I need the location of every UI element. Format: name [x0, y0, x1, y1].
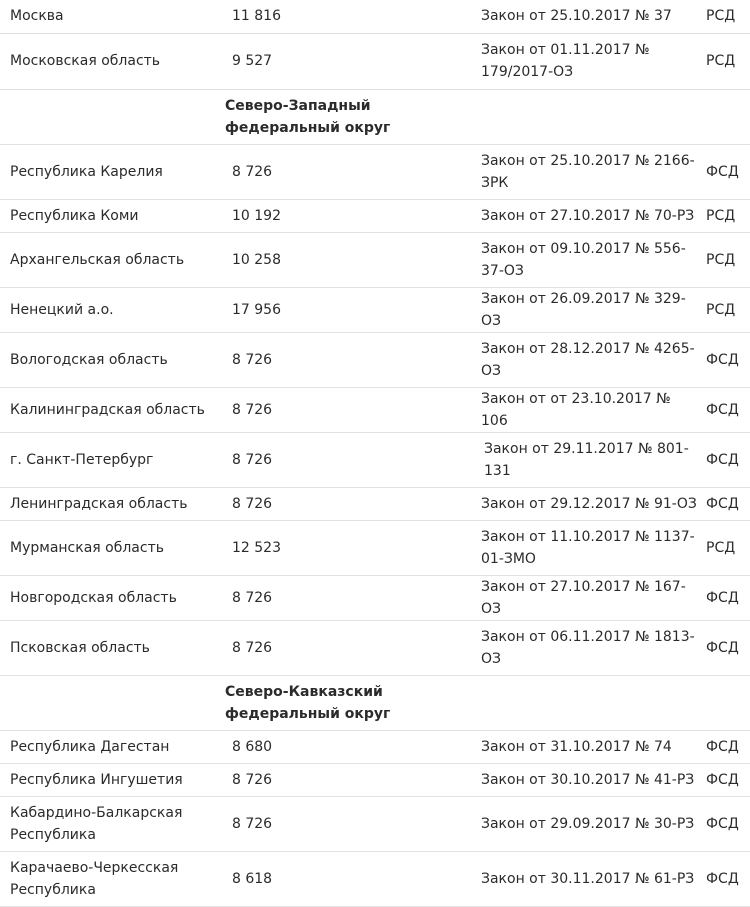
region-cell: Карачаево-Черкесская Республика — [0, 851, 222, 906]
type-cell: РСД — [701, 520, 750, 575]
region-cell: Мурманская область — [0, 520, 222, 575]
amount-cell: 8 618 — [222, 851, 478, 906]
region-cell: Республика Коми — [0, 199, 222, 232]
type-cell: РСД — [701, 0, 750, 33]
type-cell: ФСД — [701, 851, 750, 906]
type-cell: РСД — [701, 232, 750, 287]
district-header-row — [0, 89, 750, 144]
district-title: Северо-Западный федеральный округ — [222, 89, 478, 144]
law-cell: Закон от 25.10.2017 № 37 — [478, 0, 701, 33]
type-cell: ФСД — [701, 487, 750, 520]
law-cell: Закон от 29.09.2017 № 30-РЗ — [478, 796, 701, 851]
region-cell: Ленинградская область — [0, 487, 222, 520]
table-row — [0, 0, 750, 33]
district-title: Северо-Кавказский федеральный округ — [222, 675, 478, 730]
law-cell: Закон от 25.10.2017 № 2166-ЗРК — [478, 144, 701, 199]
amount-cell: 8 726 — [222, 487, 478, 520]
type-cell: РСД — [701, 33, 750, 89]
amount-cell: 8 680 — [222, 730, 478, 763]
table-row — [0, 520, 750, 575]
amount-cell: 8 726 — [222, 796, 478, 851]
law-cell: Закон от 06.11.2017 № 1813-ОЗ — [478, 620, 701, 675]
region-cell: Московская область — [0, 33, 222, 89]
table-row — [0, 287, 750, 332]
amount-cell: 8 726 — [222, 763, 478, 796]
amount-cell: 8 726 — [222, 432, 478, 487]
amount-cell: 8 726 — [222, 332, 478, 387]
law-cell: Закон от 28.12.2017 № 4265-ОЗ — [478, 332, 701, 387]
region-cell: Новгородская область — [0, 575, 222, 620]
amount-cell: 11 816 — [222, 0, 478, 33]
type-cell: ФСД — [701, 332, 750, 387]
type-cell: ФСД — [701, 432, 750, 487]
type-cell: ФСД — [701, 620, 750, 675]
amount-cell: 8 726 — [222, 620, 478, 675]
region-cell: Вологодская область — [0, 332, 222, 387]
region-cell: Республика Карелия — [0, 144, 222, 199]
table-row — [0, 144, 750, 199]
table-row — [0, 487, 750, 520]
law-cell: Закон от 29.12.2017 № 91-ОЗ — [478, 487, 701, 520]
type-cell: ФСД — [701, 144, 750, 199]
table-row — [0, 575, 750, 620]
type-cell: РСД — [701, 287, 750, 332]
amount-cell: 8 726 — [222, 144, 478, 199]
region-cell: Архангельская область — [0, 232, 222, 287]
law-cell: Закон от 30.11.2017 № 61-РЗ — [478, 851, 701, 906]
table-row — [0, 387, 750, 432]
amount-cell: 17 956 — [222, 287, 478, 332]
table-row — [0, 33, 750, 89]
type-cell: РСД — [701, 199, 750, 232]
table-row — [0, 730, 750, 763]
law-cell: Закон от 31.10.2017 № 74 — [478, 730, 701, 763]
law-cell: Закон от от 23.10.2017 № 106 — [478, 387, 701, 432]
table-row — [0, 796, 750, 851]
amount-cell: 10 192 — [222, 199, 478, 232]
region-cell: г. Санкт-Петербург — [0, 432, 222, 487]
type-cell: ФСД — [701, 575, 750, 620]
amount-cell: 8 726 — [222, 387, 478, 432]
amount-cell: 8 726 — [222, 575, 478, 620]
law-cell: Закон от 09.10.2017 № 556-37-ОЗ — [478, 232, 701, 287]
law-cell: Закон от 29.11.2017 № 801-131 — [478, 432, 701, 487]
district-header-row — [0, 675, 750, 730]
table-row — [0, 763, 750, 796]
table-row — [0, 199, 750, 232]
law-cell: Закон от 01.11.2017 № 179/2017-ОЗ — [478, 33, 701, 89]
table-row — [0, 332, 750, 387]
amount-cell: 10 258 — [222, 232, 478, 287]
type-cell: ФСД — [701, 387, 750, 432]
amount-cell: 9 527 — [222, 33, 478, 89]
table-row — [0, 851, 750, 906]
region-cell: Калининградская область — [0, 387, 222, 432]
amount-cell: 12 523 — [222, 520, 478, 575]
type-cell: ФСД — [701, 796, 750, 851]
law-cell: Закон от 27.10.2017 № 70-РЗ — [478, 199, 701, 232]
type-cell: ФСД — [701, 730, 750, 763]
region-cell: Кабардино-Балкарская Республика — [0, 796, 222, 851]
table-row — [0, 232, 750, 287]
law-cell: Закон от 26.09.2017 № 329-ОЗ — [478, 287, 701, 332]
law-cell: Закон от 11.10.2017 № 1137-01-ЗМО — [478, 520, 701, 575]
region-cell: Республика Ингушетия — [0, 763, 222, 796]
table-row — [0, 432, 750, 487]
region-cell: Ненецкий а.о. — [0, 287, 222, 332]
law-cell: Закон от 27.10.2017 № 167-ОЗ — [478, 575, 701, 620]
region-cell: Республика Дагестан — [0, 730, 222, 763]
region-cell: Москва — [0, 0, 222, 33]
type-cell: ФСД — [701, 763, 750, 796]
table-row — [0, 620, 750, 675]
region-cell: Псковская область — [0, 620, 222, 675]
law-cell: Закон от 30.10.2017 № 41-РЗ — [478, 763, 701, 796]
